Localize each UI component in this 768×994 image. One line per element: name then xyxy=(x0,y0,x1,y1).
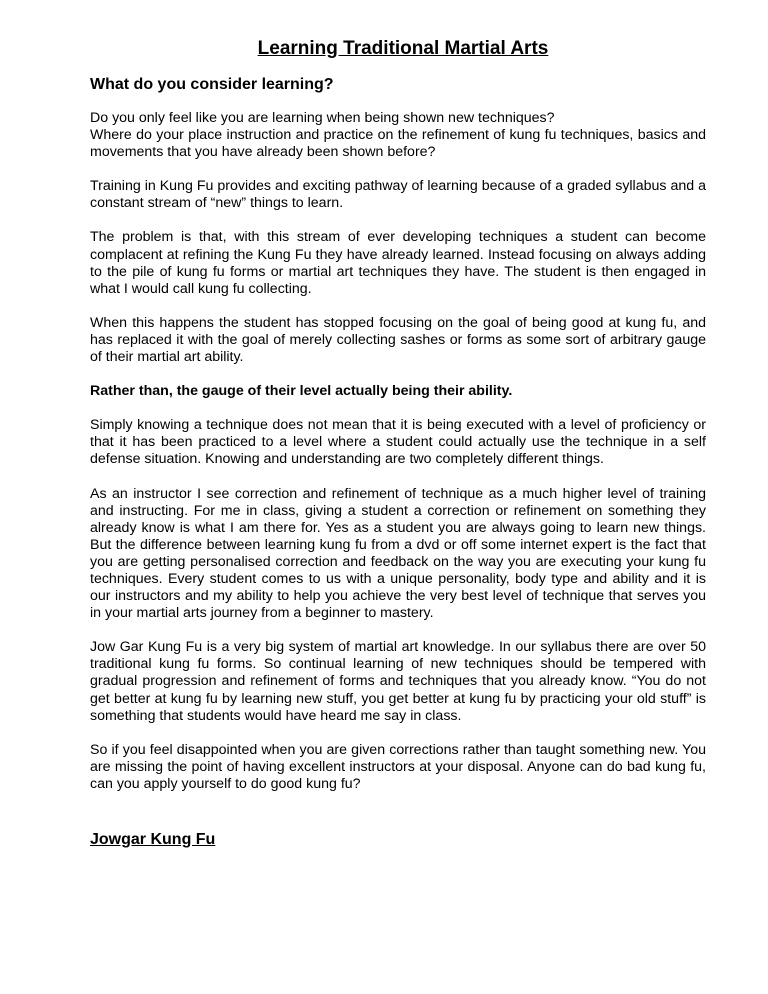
intro-paragraph xyxy=(90,110,706,161)
paragraph-conclusion: So if you feel disappointed when you are given corrections rather than taught something new. You are missing the point of having excellent instructors at your disposal. Anyone can do bad kung fu, can you apply yourself to do good kung fu? xyxy=(90,741,706,792)
paragraph-training: Training in Kung Fu provides and exciting pathway of learning because of a graded syllabus and a constant stream of “new” things to learn. xyxy=(90,178,706,212)
paragraph-knowing: Simply knowing a technique does not mean that it is being executed with a level of proficiency or that it has been practiced to a level where a student could actually use the technique in a self defense situation. Knowing and understanding are two completely different things. xyxy=(90,417,706,468)
intro-question-continuation: Where do your place instruction and practice on the refinement of kung fu techniques, basics and movements that you have already been shown before? xyxy=(90,127,706,161)
paragraph-problem: The problem is that, with this stream of ever developing techniques a student can become complacent at refining the Kung Fu they have already learned. Instead focusing on always adding to the pile of kung fu forms or martial art techniques they have. The student is then engaged in what I would call kung fu collecting. xyxy=(90,229,706,297)
paragraph-instructor: As an instructor I see correction and refinement of technique as a much higher level of training and instructing. For me in class, giving a student a correction or refinement on something they already know is what I am there for. Yes as a student you are always going to learn new things. But the difference between learning kung fu from a dvd or off some internet expert is the fact that you are getting personalised correction and feedback on the way you are executing your kung fu techniques. Every student comes to us with a unique personality, body type and ability and it is our instructors and my ability to help you achieve the very best level of technique that serves you in your martial arts journey from a beginner to mastery. xyxy=(90,485,706,622)
paragraph-collecting: When this happens the student has stopped focusing on the goal of being good at kung fu, and has replaced it with the goal of merely collecting sashes or forms as some sort of arbitrary gauge of their martial art ability. xyxy=(90,314,706,366)
paragraph-jow-gar: Jow Gar Kung Fu is a very big system of martial art knowledge. In our syllabus there are over 50 traditional kung fu forms. So continual learning of new techniques should be tempered with gradual progression and refinement of forms and techniques that you already know. “You do not get better at kung fu by learning new stuff, you get better at kung fu by practicing your old stuff” is something that students would have heard me say in class. xyxy=(90,639,706,724)
document-body xyxy=(90,110,706,793)
footer-heading: Jowgar Kung Fu xyxy=(90,831,216,848)
document-subtitle: What do you consider learning? xyxy=(90,76,334,93)
document-title: Learning Traditional Martial Arts xyxy=(257,38,549,59)
paragraph-gauge-emphasis: Rather than, the gauge of their level actually being their ability. xyxy=(90,383,513,400)
intro-question-line: Do you only feel like you are learning when being shown new techniques? xyxy=(90,110,555,126)
